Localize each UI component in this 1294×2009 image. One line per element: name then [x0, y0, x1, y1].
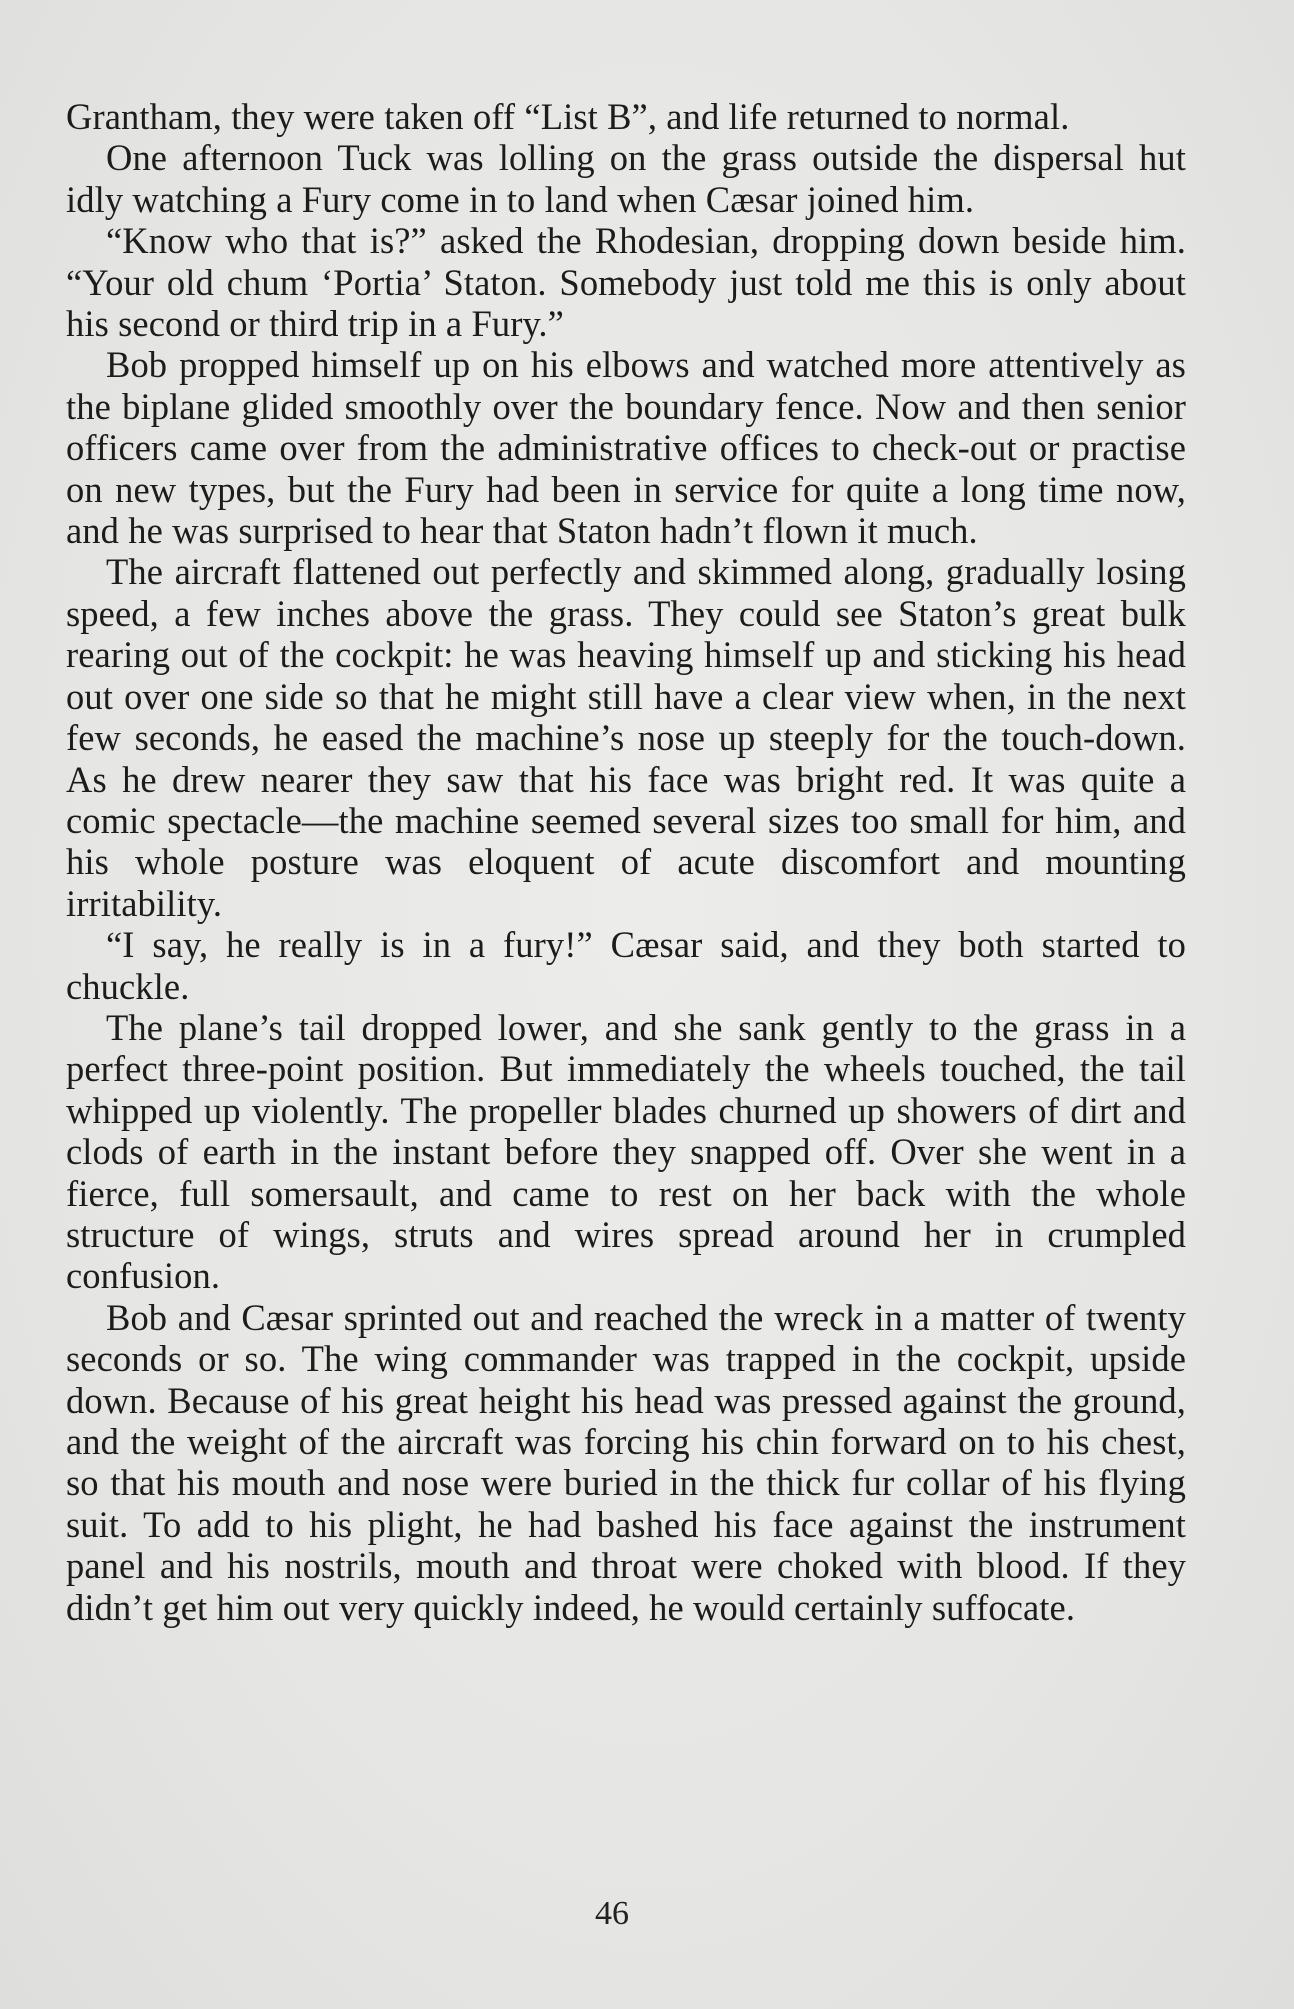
paragraph: The aircraft flattened out perfectly and skimmed along, gradually losing speed, a few inches above the grass. They could see Staton’s great bulk rearing out of the cockpit: he was heaving himself up and sticking his head out over one side so that he might still have a clear view when, in the next few seconds, he eased the machine’s nose up steeply for the touch-down. As he drew nearer they saw that his face was bright red. It was quite a comic spectacle—the machine seemed several sizes too small for him, and his whole posture was eloquent of acute discomfort and mounting irritability. — [66, 551, 1186, 924]
paragraph: Bob and Cæsar sprinted out and reached the wreck in a matter of twenty seconds or so. The wing commander was trapped in the cockpit, upside down. Because of his great height his head was pressed against the ground, and the weight of the aircraft was forcing his chin forward on to his chest, so that his mouth and nose were buried in the thick fur collar of his flying suit. To add to his plight, he had bashed his face against the instrument panel and his nostrils, mouth and throat were choked with blood. If they didn’t get him out very quickly indeed, he would certainly suffocate. — [66, 1296, 1186, 1628]
paragraph: Bob propped himself up on his elbows and watched more attentively as the biplane glided smoothly over the boundary fence. Now and then senior officers came over from the administrative offices to check-out or practise on new types, but the Fury had been in service for quite a long time now, and he was surprised to hear that Staton hadn’t flown it much. — [66, 344, 1186, 552]
paragraph: One afternoon Tuck was lolling on the grass outside the dispersal hut idly watching a Fury come in to land when Cæsar joined him. — [66, 137, 1186, 220]
body-text — [66, 96, 1186, 1628]
paragraph-continuation: Grantham, they were taken off “List B”, and life returned to normal. — [66, 96, 1070, 137]
paragraph: “Know who that is?” asked the Rhodesian, dropping down beside him. “Your old chum ‘Portia’ Staton. Somebody just told me this is only about his second or third trip in a Fury.” — [66, 220, 1186, 345]
paragraph: The plane’s tail dropped lower, and she sank gently to the grass in a perfect three-point position. But immediately the wheels touched, the tail whipped up violently. The propeller blades churned up showers of dirt and clods of earth in the instant before they snapped off. Over she went in a fierce, full somersault, and came to rest on her back with the whole structure of wings, struts and wires spread around her in crumpled confusion. — [66, 1006, 1186, 1297]
paragraph: “I say, he really is in a fury!” Cæsar said, and they both started to chuckle. — [66, 924, 1186, 1007]
page-number: 46 — [595, 1895, 629, 1932]
